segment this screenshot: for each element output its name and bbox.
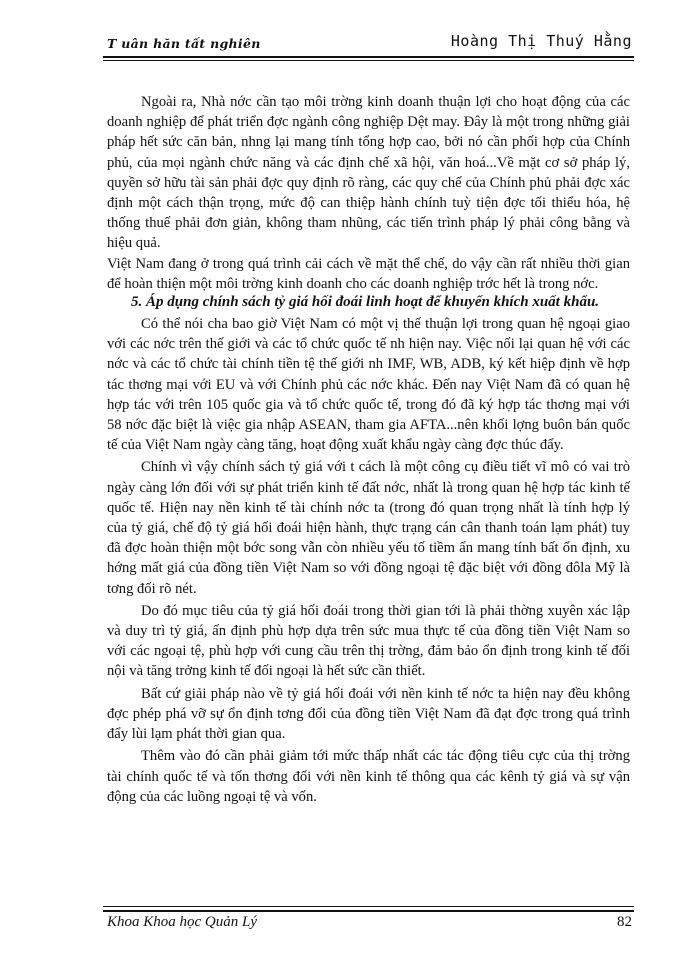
header-rule [103,56,634,58]
paragraph: Bất cứ giải pháp nào về tỷ giá hối đoái với nền kinh tế nớc ta hiện nay đều không đợc phép phá vỡ sự ổn định tơng đối của đồng tiền Việt Nam đã đạt đợc trong quá trình đẩy lùi lạm phát thời gian qua. [107,685,630,743]
page-number: 82 [617,914,632,930]
footer-faculty: Khoa Khoa học Quản Lý [107,914,257,930]
paragraph: Việt Nam đang ở trong quá trình cải cách về mặt thể chế, do vậy cần rất nhiều thời gian để hoàn thiện một môi trờng kinh doanh cho các doanh nghiệp trớc hết là trong nớc. [107,255,630,292]
body-text [107,92,630,807]
footer-rule-thin [103,906,634,907]
header-document-type: T uân hăn tất nghiên [107,36,261,51]
paragraph: Ngoài ra, Nhà nớc cần tạo môi trờng kinh doanh thuận lợi cho hoạt động của các doanh nghiệp để phát triển đợc ngành công nghiệp Dệt may. Đây là một trong những giải pháp hết sức căn bản, nhng lại mang tính tổng hợp cao, bởi nó cần phối hợp của Chính phủ, của mọi ngành chức năng và các định chế xã hội, văn hoá...Về mặt cơ sở pháp lý, quyền sở hữu tài sản phải đợc quy định rõ ràng, các quy chế của Chính phủ phải đợc xác định một cách thận trọng, mức độ can thiệp hành chính tuỳ tiện đợc tối thiểu hóa, hệ thống thuế phải đơn giản, không tham nhũng, các tiến trình pháp lý phải công bằng và hiệu quả. [107,94,630,252]
paragraph: Thêm vào đó cần phải giảm tới mức thấp nhất các tác động tiêu cực của thị trờng tài chính quốc tế và tốn thơng đối với nền kinh tế thông qua các kênh tỷ giá và sự vận động của các luồng ngoại tệ và vốn. [107,748,630,805]
header-rule-thin [103,60,634,61]
paragraph: Do đó mục tiêu của tỷ giá hối đoái trong thời gian tới là phải thờng xuyên xác lập và duy trì tỷ giá, ấn định phù hợp dựa trên sức mua thực tế của đồng tiền Việt Nam so với các ngoại tệ, phù hợp với cung cầu trên thị trờng, đảm bảo ổn định trong kinh tế đối nội và tăng trởng kinh tế đối ngoại là hết sức cần thiết. [107,602,630,680]
paragraph: Chính vì vậy chính sách tỷ giá với t cách là một công cụ điều tiết vĩ mô có vai trò ngày càng lớn đối với sự phát triển kinh tế đất nớc, nhất là trong quan hệ hợp tác kinh tế quốc tế. Hiện nay nền kinh tế tài chính nớc ta (trong đó quan trọng nhất là tính hợp lý của tỷ giá, chế độ tỷ giá hối đoái hiện hành, thực trạng cán cân thanh toán lạm phát) tuy đã đợc hoàn thiện một bớc song vẫn còn nhiều yếu tố tiềm ẩn mang tính bất ổn định, xu hớng mất giá của đồng tiền Việt Nam so với đồng ngoại tệ đặc biệt với đồng đôla Mỹ là tơng đối rõ nét. [107,459,630,597]
paragraph: Có thể nói cha bao giờ Việt Nam có một vị thế thuận lợi trong quan hệ ngoại giao với các nớc trên thế giới và các tổ chức quốc tế nh hiện nay. Việc nối lại quan hệ với các nớc và các tổ chức tài chính tiền tệ thế giới nh IMF, WB, ADB, ký kết hiệp định về hợp tác thơng mại với EU và với Chính phủ các nớc khác. Đến nay Việt Nam đã có quan hệ hợp tác với trên 105 quốc gia và tổ chức quốc tế, trong đó đã ký hợp tác thơng mại với 58 nớc đặc biệt là việc gia nhập ASEAN, tham gia AFTA...nên khối lợng buôn bán quốc tế của Việt Nam ngày càng tăng, hoạt động xuất khẩu ngày càng đợc thúc đẩy. [107,316,630,454]
section-heading: 5. Áp dụng chính sách tỷ giá hối đoái linh hoạt để khuyến khích xuất khẩu. [131,294,600,311]
header-author-name: Hoàng Thị Thuý Hằng [450,32,632,50]
footer-rule [103,910,634,912]
